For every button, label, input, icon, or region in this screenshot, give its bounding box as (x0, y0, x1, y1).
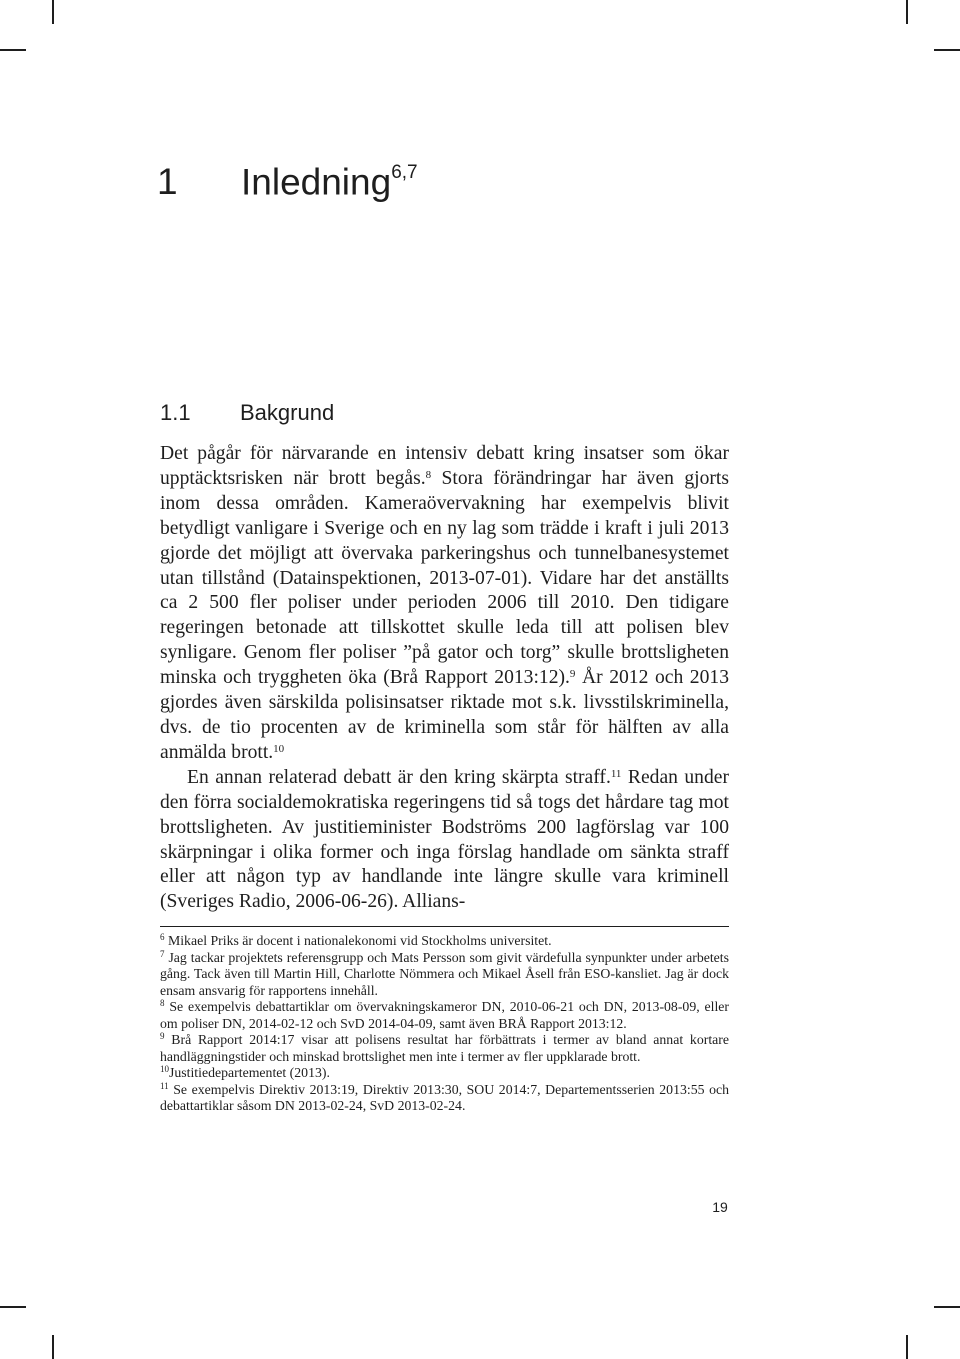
crop-mark-bottom-right-horizontal (934, 1306, 960, 1308)
footnote-number: 7 (160, 948, 165, 959)
paragraph-text: En annan relaterad debatt är den kring skärpta straff. (187, 766, 611, 788)
footnote-9 (160, 1032, 729, 1065)
footnote-10 (160, 1065, 729, 1082)
crop-mark-top-right-vertical (906, 0, 908, 24)
footnote-7 (160, 950, 729, 1000)
footnote-number: 10 (160, 1064, 169, 1074)
footnote-text: Brå Rapport 2014:17 visar att polisens resultat har förbättrats i termer av bland annat kortare handläggningstider och minskad brottslighet men inte i termer av fler uppklarade brott. (160, 1032, 729, 1064)
paragraph-text: År 2012 och 2013 gjordes även särskilda polisinsatser riktade mot s.k. livsstilskriminella, dvs. de tio procenten av de kriminella som står för hälften av alla anmälda brott. (160, 667, 729, 763)
footnotes (160, 933, 729, 1115)
section-heading (160, 398, 334, 428)
footnote-text: Justitiedepartementet (2013). (169, 1065, 330, 1080)
crop-mark-bottom-left-horizontal (0, 1306, 26, 1308)
paragraph-text: Redan under den förra socialdemokratiska regeringens tid så togs det hårdare tag mot brottsligheten. Av justitieminister Bodströms 200 lagförslag var 100 skärpningar i olika former och inga förslag handlade om sänkta straff eller att någon typ av handlande inte längre skulle vara kriminell (Sveriges Radio, 2006-06-26). Allians- (160, 766, 729, 913)
chapter-footnote-refs: 6,7 (391, 162, 418, 183)
paragraph-1 (160, 442, 729, 766)
crop-mark-bottom-left-vertical (52, 1335, 54, 1359)
page-number: 19 (712, 1199, 728, 1215)
footnote-text: Se exempelvis debattartiklar om övervakningskameror DN, 2010-06-21 och DN, 2013-08-09, eller om poliser DN, 2014-02-12 och SvD 2014-04-09, samt även BRÅ Rapport 2013:12. (160, 999, 730, 1031)
paragraph-2 (160, 766, 729, 915)
footnote-text: Se exempelvis Direktiv 2013:19, Direktiv 2013:30, SOU 2014:7, Departementsserien 2013:55 och debattartiklar såsom DN 2013-02-24, SvD 2013-02-24. (160, 1081, 729, 1113)
footnote-number: 9 (160, 1031, 165, 1041)
crop-mark-top-right-horizontal (934, 49, 960, 51)
footnote-8 (160, 999, 729, 1032)
footnote-number: 8 (160, 998, 165, 1008)
crop-mark-top-left-horizontal (0, 49, 26, 51)
crop-mark-bottom-right-vertical (906, 1335, 908, 1359)
chapter-title: Inledning (241, 161, 392, 203)
footnote-reference[interactable]: 8 (425, 468, 432, 481)
body-text (160, 442, 729, 915)
section-number: 1.1 (160, 400, 191, 425)
footnote-text: Jag tackar projektets referensgrupp och Mats Persson som givit värdefulla synpunkter under arbetets gång. Tack även till Martin Hill, Charlotte Nömmera och Mikael Åsell från ESO-kansliet. Jag är dock ensam ansvarig för rapportens innehåll. (160, 949, 730, 998)
footnote-6 (160, 933, 729, 950)
footnote-number: 6 (160, 932, 165, 942)
crop-mark-top-left-vertical (52, 0, 54, 24)
section-title: Bakgrund (240, 400, 335, 425)
footnote-reference[interactable]: 10 (273, 742, 285, 755)
paragraph-text: Stora förändringar har även gjorts inom dessa områden. Kameraövervakning har exempelvis blivit betydligt vanligare i Sverige och en ny lag som trädde i kraft i juli 2013 gjorde det möjligt att övervaka parkeringshus och tunnelbanesystemet utan tillstånd (Datainspektionen, 2013-07-01). Vidare har det anställts ca 2 500 fler poliser under perioden 2006 till 2010. Den tidigare regeringen betonade att tillskottet skulle leda till att polisen blev synligare. Genom fler poliser ”på gator och torg” skulle brottsligheten minska och tryggheten öka (Brå Rapport 2013:12). (160, 467, 729, 689)
footnote-separator (160, 926, 729, 927)
footnote-text: Mikael Priks är docent i nationalekonomi vid Stockholms universitet. (167, 933, 552, 948)
paragraph-text: Det pågår för närvarande en intensiv debatt kring insatser som ökar upptäcktsrisken när brott begås. (160, 443, 729, 489)
chapter-number: 1 (157, 161, 178, 203)
footnote-number: 11 (160, 1080, 169, 1091)
chapter-heading (157, 152, 418, 206)
footnote-reference[interactable]: 9 (569, 668, 576, 681)
footnote-reference[interactable]: 11 (610, 767, 622, 780)
footnote-11 (160, 1082, 729, 1115)
